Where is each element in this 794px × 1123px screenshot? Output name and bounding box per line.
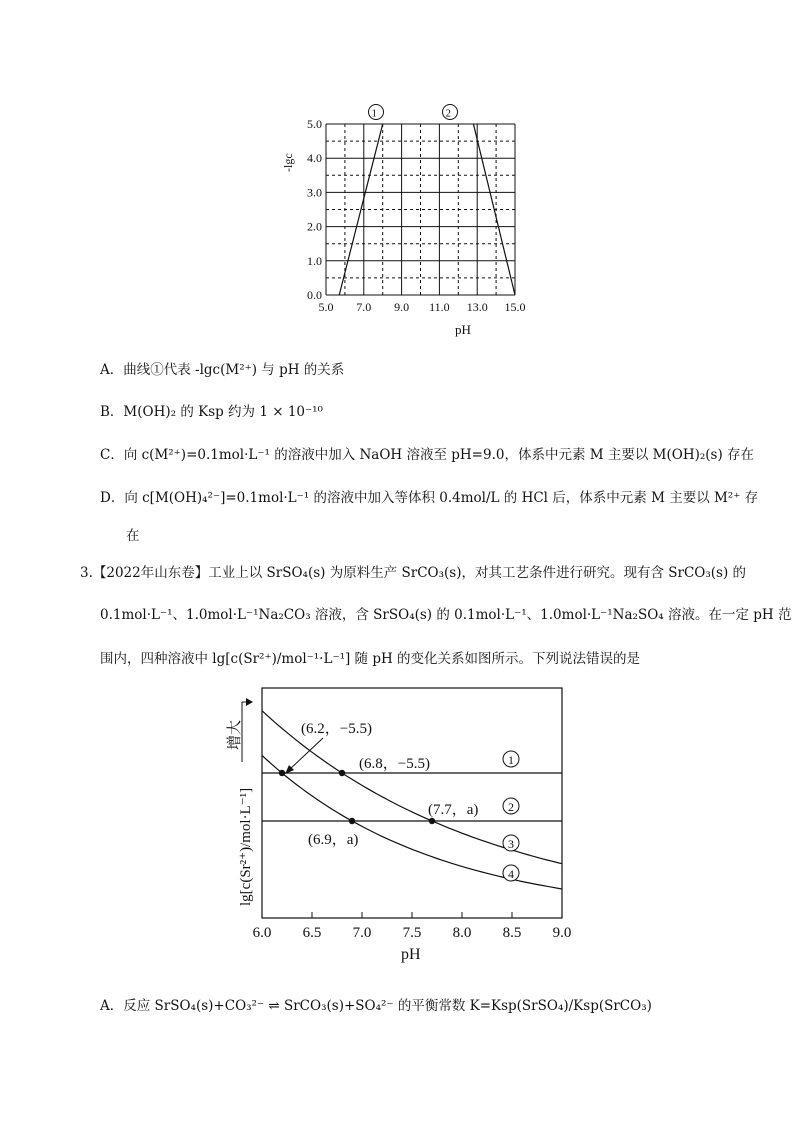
point-label-6-2: (6.2，−5.5) [301, 721, 372, 737]
svg-text:2: 2 [508, 800, 514, 814]
chart2-xtick: 9.0 [552, 925, 572, 941]
chart1-xtick: 7.0 [356, 300, 372, 314]
q3-stem-line1: 3.【2022年山东卷】工业上以 SrSO₄(s) 为原料生产 SrCO₃(s)，对其工艺条件进行研究。现有含 SrCO₃(s) 的 [80, 565, 747, 581]
chart2-increase-arrow [242, 698, 253, 762]
svg-text:1: 1 [508, 753, 514, 767]
chart2-xtick: 8.0 [452, 925, 472, 941]
chart1-ytick: 0.0 [307, 288, 322, 302]
point-label-6-8: (6.8，−5.5) [359, 756, 430, 772]
chart2-curve-label-4 [503, 865, 519, 881]
svg-text:3: 3 [508, 837, 514, 851]
q3-option-a: A．反应 SrSO₄(s)+CO₃²⁻ ⇌ SrCO₃(s)+SO₄²⁻ 的平衡常数 K=Ksp(SrSO₄)/Ksp(SrCO₃) [100, 998, 652, 1014]
chart1-ytick: 5.0 [307, 117, 322, 131]
chart2-xtick: 8.5 [502, 925, 522, 941]
chart2-point [339, 770, 345, 776]
chart1-xtick: 9.0 [394, 300, 410, 314]
chart1-xtick: 5.0 [318, 300, 334, 314]
chart1-ytick: 2.0 [307, 219, 322, 234]
chart2-curve-label-2 [503, 798, 519, 814]
chart2-curve-label-3 [503, 835, 519, 851]
chart1-ytick: 4.0 [307, 151, 322, 166]
chart1-xlabel: pH [455, 322, 471, 337]
chart1-ylabel: -lgc [281, 153, 295, 172]
chart1-ytick: 3.0 [307, 185, 322, 200]
point-label-7-7: (7.7，a) [428, 802, 479, 818]
chart1-xtick: 13.0 [466, 300, 488, 314]
q2-option-b: B．M(OH)₂ 的 Ksp 约为 1 × 10⁻¹⁰ [100, 404, 323, 420]
q2-option-d: D．向 c[M(OH)₄²⁻]=0.1mol·L⁻¹ 的溶液中加入等体积 0.4mol/L 的 HCl 后，体系中元素 M 主要以 M²⁺ 存 [100, 490, 759, 506]
chart2-point [279, 770, 285, 776]
chart1-ytick: 1.0 [307, 253, 322, 268]
svg-text:1: 1 [371, 107, 377, 120]
chart2-xtick: 6.5 [302, 925, 322, 941]
chart2-arrow-label: 增大 [227, 719, 243, 750]
q2-option-c: C．向 c(M²⁺)=0.1mol·L⁻¹ 的溶液中加入 NaOH 溶液至 pH=9.0，体系中元素 M 主要以 M(OH)₂(s) 存在 [100, 447, 755, 463]
svg-text:4: 4 [508, 867, 514, 881]
chart1-xtick: 15.0 [504, 300, 526, 314]
chart-sr-ph [205, 684, 585, 974]
chart2-xtick: 7.5 [402, 925, 422, 941]
chart1-xtick: 11.0 [429, 300, 450, 314]
q3-stem-line3: 围内，四种溶液中 lg[c(Sr²⁺)/mol⁻¹·L⁻¹] 随 pH 的变化关系如图所示。下列说法错误的是 [100, 651, 641, 667]
point-label-6-9: (6.9，a) [308, 832, 359, 848]
chart2-point [349, 818, 355, 824]
chart2-ylabel: lg[c(Sr²⁺)/mol·L⁻¹] [238, 787, 254, 906]
chart2-xtick: 6.0 [252, 925, 272, 941]
q2-option-d-cont: 在 [126, 528, 140, 544]
chart-ph-lgc [270, 100, 540, 345]
svg-text:2: 2 [445, 107, 451, 120]
q3-stem-line2: 0.1mol·L⁻¹、1.0mol·L⁻¹Na₂CO₃ 溶液，含 SrSO₄(s) 的 0.1mol·L⁻¹、1.0mol·L⁻¹Na₂SO₄ 溶液。在一定 pH 范 [100, 607, 792, 623]
q2-option-a: A．曲线①代表 -lgc(M²⁺) 与 pH 的关系 [100, 362, 345, 378]
chart2-xtick: 7.0 [352, 925, 372, 941]
chart1-curve-label-2 [443, 105, 458, 120]
chart2-point [429, 818, 435, 824]
chart1-curve-label-1 [369, 105, 384, 120]
chart2-xlabel: pH [401, 946, 421, 963]
chart2-curve-label-1 [503, 751, 519, 767]
